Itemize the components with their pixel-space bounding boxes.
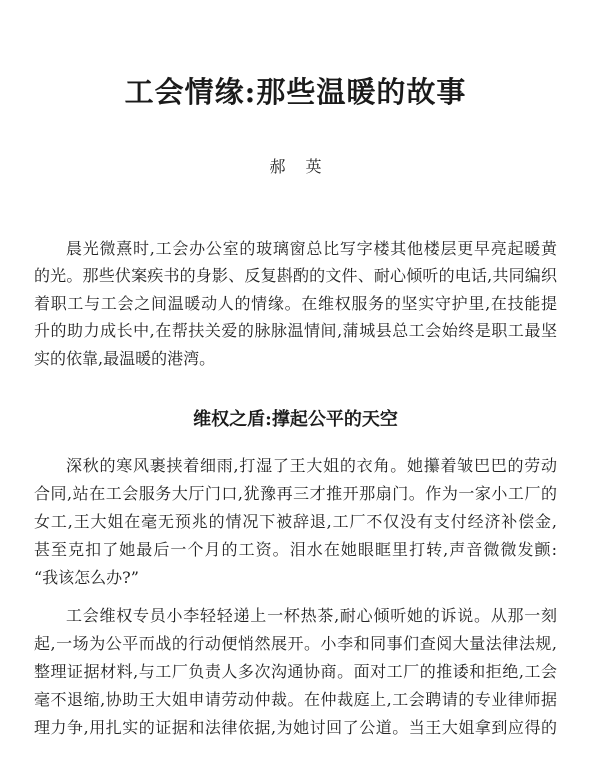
author-name: 郝英 (269, 157, 342, 176)
text-line: “我该怎么办?” (34, 568, 139, 587)
text-line: 着职工与工会之间温暖动人的情缘。在维权服务的坚实守护里,在技能提 (34, 294, 557, 313)
text-line: 理力争,用扎实的证据和法律依据,为她讨回了公道。当王大姐拿到应得的 (34, 718, 557, 737)
text-line: 起,一场为公平而战的行动便悄然展开。小李和同事们查阅大量法律法规, (34, 634, 557, 653)
text-line: 实的依靠,最温暖的港湾。 (34, 349, 216, 368)
text-line: 升的助力成长中,在帮扶关爱的脉脉温情间,蒲城县总工会始终是职工最坚 (34, 321, 557, 340)
text-line: 晨光微熹时,工会办公室的玻璃窗总比写字楼其他楼层更早亮起暖黄 (66, 239, 557, 258)
text-line: 女工,王大姐在毫无预兆的情况下被辞退,工厂不仅没有支付经济补偿金, (34, 512, 557, 531)
section-heading: 维权之盾:撑起公平的天空 (193, 409, 398, 430)
text-line: 深秋的寒风裹挟着细雨,打湿了王大姐的衣角。她攥着皱巴巴的劳动 (66, 456, 557, 475)
article-title: 工会情缘:那些温暖的故事 (124, 75, 467, 109)
text-line: 合同,站在工会服务大厅门口,犹豫再三才推开那扇门。作为一家小工厂的 (34, 484, 557, 503)
text-line: 工会维权专员小李轻轻递上一杯热茶,耐心倾听她的诉说。从那一刻 (66, 606, 557, 625)
text-line: 的光。那些伏案疾书的身影、反复斟酌的文件、耐心倾听的电话,共同编织 (34, 266, 557, 285)
text-line: 毫不退缩,协助王大姐申请劳动仲裁。在仲裁庭上,工会聘请的专业律师据 (34, 690, 557, 709)
text-line: 整理证据材料,与工厂负责人多次沟通协商。面对工厂的推诿和拒绝,工会 (34, 662, 557, 681)
text-line: 甚至克扣了她最后一个月的工资。泪水在她眼眶里打转,声音微微发颤: (34, 540, 557, 559)
